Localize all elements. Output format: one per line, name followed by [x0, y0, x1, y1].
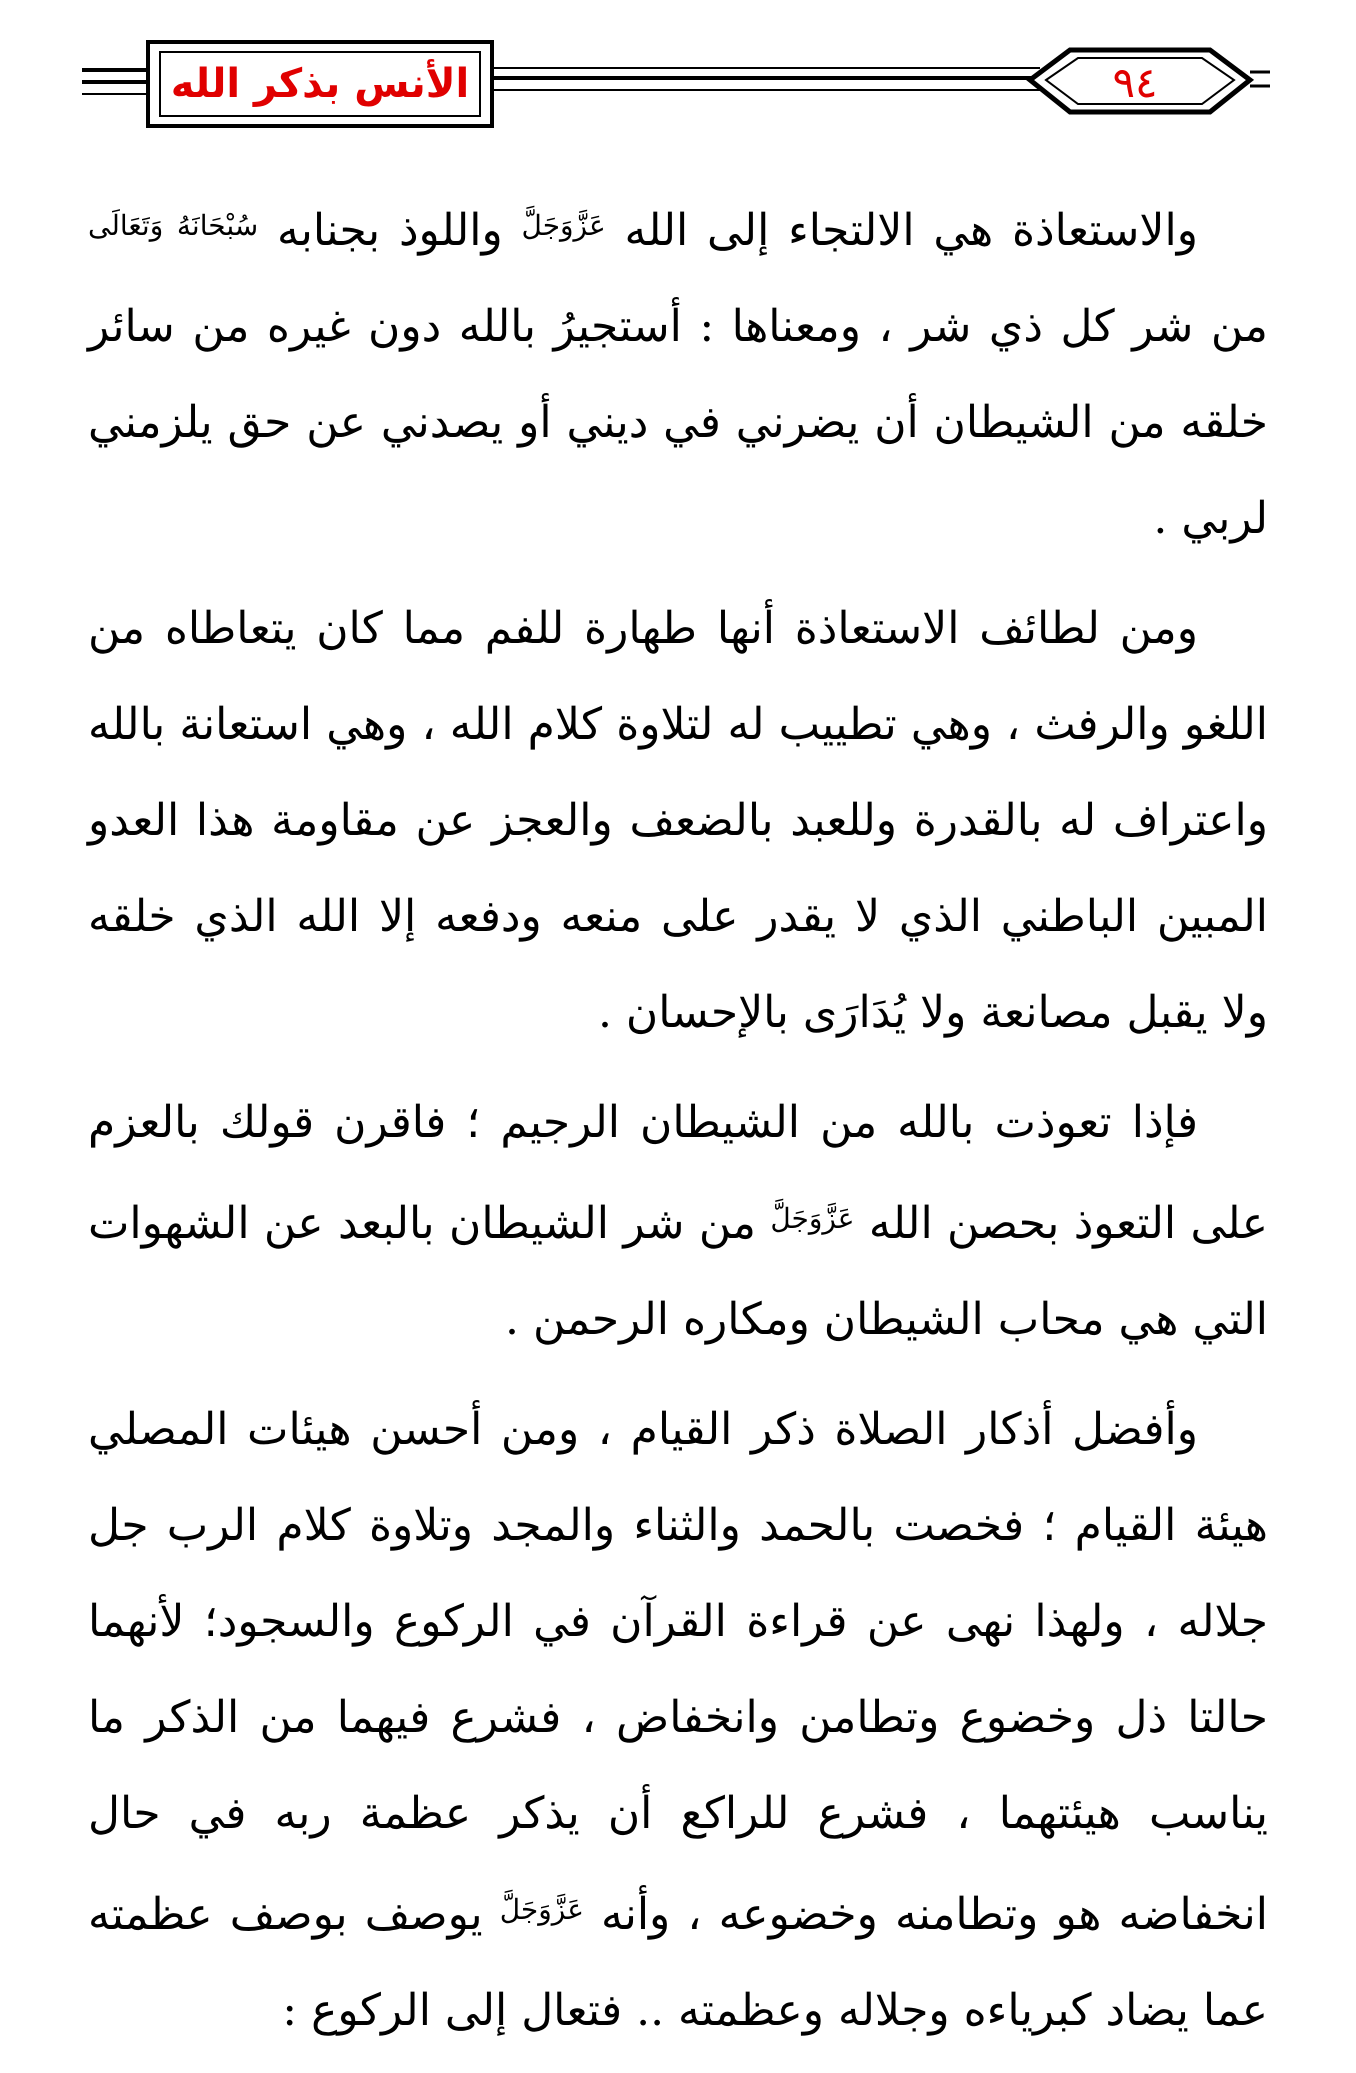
paragraph-text: فإذا تعوذت بالله من الشيطان الرجيم ؛ فاقرن قولك بالعزم على التعوذ بحصن الله: [88, 1097, 1269, 1249]
paragraph: [88, 1382, 1268, 2059]
page-body: [88, 178, 1268, 2073]
paragraph: [88, 581, 1268, 1061]
honorific-phrase: عَزَّوَجَلَّ: [770, 1202, 855, 1235]
paragraph-text: يوصف بوصف عظمته عما يضاد كبرياءه وجلاله وعظمته .. فتعال إلى الركوع :: [88, 1889, 1268, 2036]
paragraph-text: من شر كل ذي شر ، ومعناها : أستجيرُ بالله دون غيره من سائر خلقه من الشيطان أن يضرني في ديني أو يصدني عن حق يلزمني لربي .: [88, 301, 1268, 544]
paragraph-text: واللوذ بجنابه: [258, 205, 522, 256]
running-title: الأنس بذكر الله: [170, 61, 470, 107]
paragraph: [88, 1075, 1268, 1368]
page-number: ٩٤: [1112, 57, 1158, 107]
honorific-phrase: عَزَّوَجَلَّ: [499, 1893, 584, 1926]
paragraph-text: وأفضل أذكار الصلاة ذكر القيام ، ومن أحسن هيئات المصلي هيئة القيام ؛ فخصت بالحمد والثناء والمجد وتلاوة كلام الرب جل جلاله ، ولهذا نهى عن قراءة القرآن في الركوع والسجود؛ لأنهما حالتا ذل وخضوع وتطامن وانخفاض ، فشرع فيهما من الذكر ما يناسب هيئتهما ، فشرع للراكع أن يذكر عظمة ربه في حال انخفاضه هو وتطامنه وخضوعه ، وأنه: [88, 1404, 1268, 1940]
paragraph-text: من شر الشيطان بالبعد عن الشهوات التي هي محاب الشيطان ومكاره الرحمن .: [88, 1198, 1268, 1345]
paragraph: [88, 178, 1268, 567]
page-header: [0, 0, 1356, 150]
paragraph-text: ومن لطائف الاستعاذة أنها طهارة للفم مما كان يتعاطاه من اللغو والرفث ، وهي تطييب له لتلاوة كلام الله ، وهي استعانة بالله واعتراف له بالقدرة وللعبد بالضعف والعجز عن مقاومة هذا العدو المبين الباطني الذي لا يقدر على منعه ودفعه إلا الله الذي خلقه ولا يقبل مصانعة ولا يُدَارَى بالإحسان .: [88, 603, 1268, 1038]
honorific-phrase: عَزَّوَجَلَّ: [521, 209, 606, 242]
honorific-phrase: سُبْحَانَهُ وَتَعَالَى: [88, 209, 259, 242]
paragraph-text: والاستعاذة هي الالتجاء إلى الله: [605, 205, 1198, 256]
